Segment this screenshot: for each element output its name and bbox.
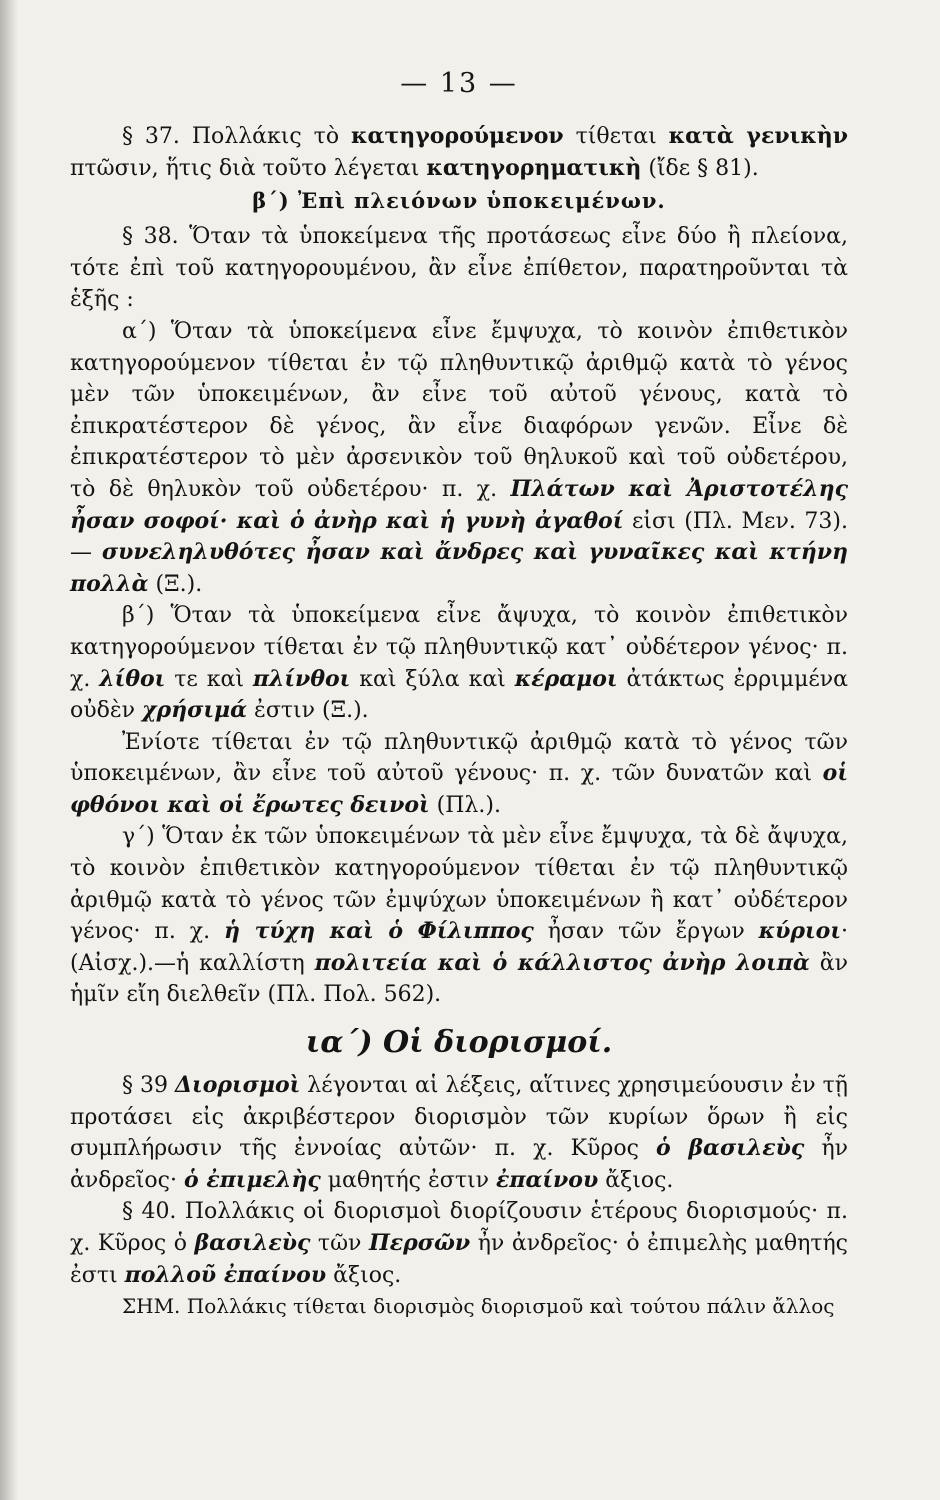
- example: βασιλεὺς: [194, 1230, 311, 1256]
- text: καὶ ξύλα καὶ: [350, 666, 515, 692]
- paragraph-38: [70, 221, 848, 316]
- text: τίθεται: [563, 124, 669, 149]
- paragraph-beta-note: [70, 727, 848, 822]
- example: πολλοῦ ἐπαίνου: [124, 1261, 327, 1288]
- emphasis: κατὰ γενικὴν: [668, 123, 848, 149]
- text: ἀτάκτως ἐρριμμένα οὐδὲν: [70, 666, 849, 724]
- paragraph-gamma: [70, 821, 848, 1011]
- example: Περσῶν: [368, 1230, 471, 1256]
- example: πολιτεία καὶ ὁ κάλλιστος ἀνὴρ λοιπὰ: [314, 949, 810, 976]
- text: (ἴδε § 81).: [641, 155, 759, 181]
- text: γ΄) Ὅταν ἐκ τῶν ὑποκειμένων τὰ μὲν εἶνε ἔμψυχα, τὰ δὲ ἄψυχα, τὸ κοινὸν ἐπιθετικὸν κατηγορούμενον τίθεται ἐν τῷ πληθυντικῷ ἀριθμῷ κατὰ τὸ γένος τῶν ἐμψύχων ὑποκειμένων ἢ κατ᾽ οὐδέτερον γένος· π. χ.: [70, 824, 848, 945]
- example: πλίνθοι: [252, 665, 351, 692]
- text: ἦν ἀνδρεῖος·: [70, 1136, 848, 1193]
- text: ἐστιν (Ξ.).: [247, 698, 369, 724]
- example: Πλάτων καὶ Ἀριστοτέλης ἦσαν σοφοί· καὶ ὁ ἀνὴρ καὶ ἡ γυνὴ ἀγαθοί: [70, 475, 848, 534]
- note-label: ΣΗΜ.: [122, 1294, 181, 1319]
- text: (Πλ.).: [429, 792, 501, 818]
- text: ἦν ἀνδρεῖος· ὁ ἐπιμελὴς μαθητής ἐστι: [70, 1231, 848, 1288]
- text: (Ξ.).: [148, 571, 203, 597]
- example: χρήσιμά: [142, 697, 248, 724]
- paragraph-40: [70, 1196, 848, 1291]
- text: τε καὶ: [165, 666, 253, 692]
- text: ἦσαν τῶν ἔργων: [533, 919, 759, 945]
- text: § 37. Πολλάκις τὸ: [122, 124, 352, 149]
- text: α΄) Ὅταν τὰ ὑποκείμενα εἶνε ἔμψυχα, τὸ κοινὸν ἐπιθετικὸν κατηγορούμενον τίθεται ἐν τῷ πληθυντικῷ ἀριθμῷ κατὰ τὸ γένος μὲν τῶν ὑποκειμένων, ἂν εἶνε τοῦ αὐτοῦ γένους, κατὰ τὸ ἐπικρατέστερον δὲ γένος, ἂν εἶνε διαφόρων γενῶν. Εἶνε δὲ ἐπικρατέστερον τὸ μὲν ἀρσενικὸν τοῦ θηλυκοῦ καὶ τοῦ οὐδετέρου, τὸ δὲ θηλυκὸν τοῦ οὐδετέρου· π. χ.: [70, 318, 848, 502]
- text: πτῶσιν, ἥτις διὰ τοῦτο λέγεται: [70, 155, 427, 181]
- text: τῶν: [310, 1231, 369, 1256]
- subsection-heading-beta: β΄) Ἐπὶ πλειόνων ὑποκειμένων.: [252, 188, 666, 214]
- paragraph-37: [70, 121, 848, 184]
- note-paragraph: [70, 1291, 848, 1323]
- page-number: — 13 —: [400, 68, 518, 99]
- text: λέγονται αἱ λέξεις, αἵτινες χρησιμεύουσιν ἐν τῇ προτάσει εἰς ἀκριβέστερον διορισμὸν τῶν κυρίων ὅρων ἢ εἰς συμπλήρωσιν τῆς ἐννοίας αὐτῶν· π. χ. Κῦρος: [70, 1073, 848, 1162]
- example: λίθοι: [99, 665, 166, 692]
- example: συνεληλυθότες ἦσαν καὶ ἄνδρες καὶ γυναῖκες καὶ κτήνη πολλὰ: [70, 539, 848, 597]
- example: κέραμοι: [514, 665, 618, 692]
- text: β΄) Ὅταν τὰ ὑποκείμενα εἶνε ἄψυχα, τὸ κοινὸν ἐπιθετικὸν κατηγορούμενον τίθεται ἐν τῷ πληθυντικῷ κατ᾽ οὐδέτερον γένος· π. χ.: [70, 603, 848, 692]
- text: § 40. Πολλάκις οἱ διορισμοὶ διορίζουσιν ἑτέρους διορισμούς· π. χ. Κῦρος ὁ: [70, 1199, 848, 1256]
- example: κύριοι: [758, 918, 841, 945]
- paragraph-beta: [70, 600, 848, 726]
- text: μαθητής ἐστιν: [320, 1167, 496, 1193]
- example: ὁ ἐπιμελὴς: [184, 1166, 321, 1193]
- example: ὁ βασιλεὺς: [656, 1135, 805, 1162]
- text: · (Αἰσχ.).—ἡ καλλίστη: [70, 919, 848, 976]
- emphasis: κατηγορηματικὴ: [426, 154, 642, 181]
- term: Διορισμοὶ: [174, 1072, 301, 1099]
- text: ἂν ἡμῖν εἴη διελθεῖν (Πλ. Πολ. 562).: [70, 950, 849, 1008]
- example: ἐπαίνου: [495, 1166, 599, 1193]
- text: ἄξιος.: [598, 1167, 674, 1193]
- text: § 38. Ὅταν τὰ ὑποκείμενα τῆς προτάσεως εἶνε δύο ἢ πλείονα, τότε ἐπὶ τοῦ κατηγορουμένου, ἂν εἶνε ἐπίθετον, παρατηροῦνται τὰ ἑξῆς :: [70, 224, 848, 313]
- text: § 39: [122, 1073, 175, 1099]
- text: ἄξιος.: [326, 1262, 402, 1288]
- example: οἱ φθόνοι καὶ οἱ ἔρωτες δεινοὶ: [70, 760, 848, 818]
- text: Πολλάκις τίθεται διορισμὸς διορισμοῦ καὶ τούτου πάλιν ἄλλος: [180, 1294, 835, 1319]
- paragraph-alpha: [70, 316, 848, 600]
- section-heading: ια΄) Οἱ διορισμοί.: [305, 1025, 613, 1061]
- emphasis: κατηγορούμενον: [351, 123, 564, 149]
- text: εἰσι (Πλ. Μεν. 73). —: [70, 508, 848, 566]
- example: ἡ τύχη καὶ ὁ Φίλιππος: [224, 918, 534, 945]
- paragraph-39: [70, 1070, 848, 1196]
- text: Ἐνίοτε τίθεται ἐν τῷ πληθυντικῷ ἀριθμῷ κατὰ τὸ γένος τῶν ὑποκειμένων, ἂν εἶνε τοῦ αὐτοῦ γένους· π. χ. τῶν δυνατῶν καὶ: [70, 729, 848, 787]
